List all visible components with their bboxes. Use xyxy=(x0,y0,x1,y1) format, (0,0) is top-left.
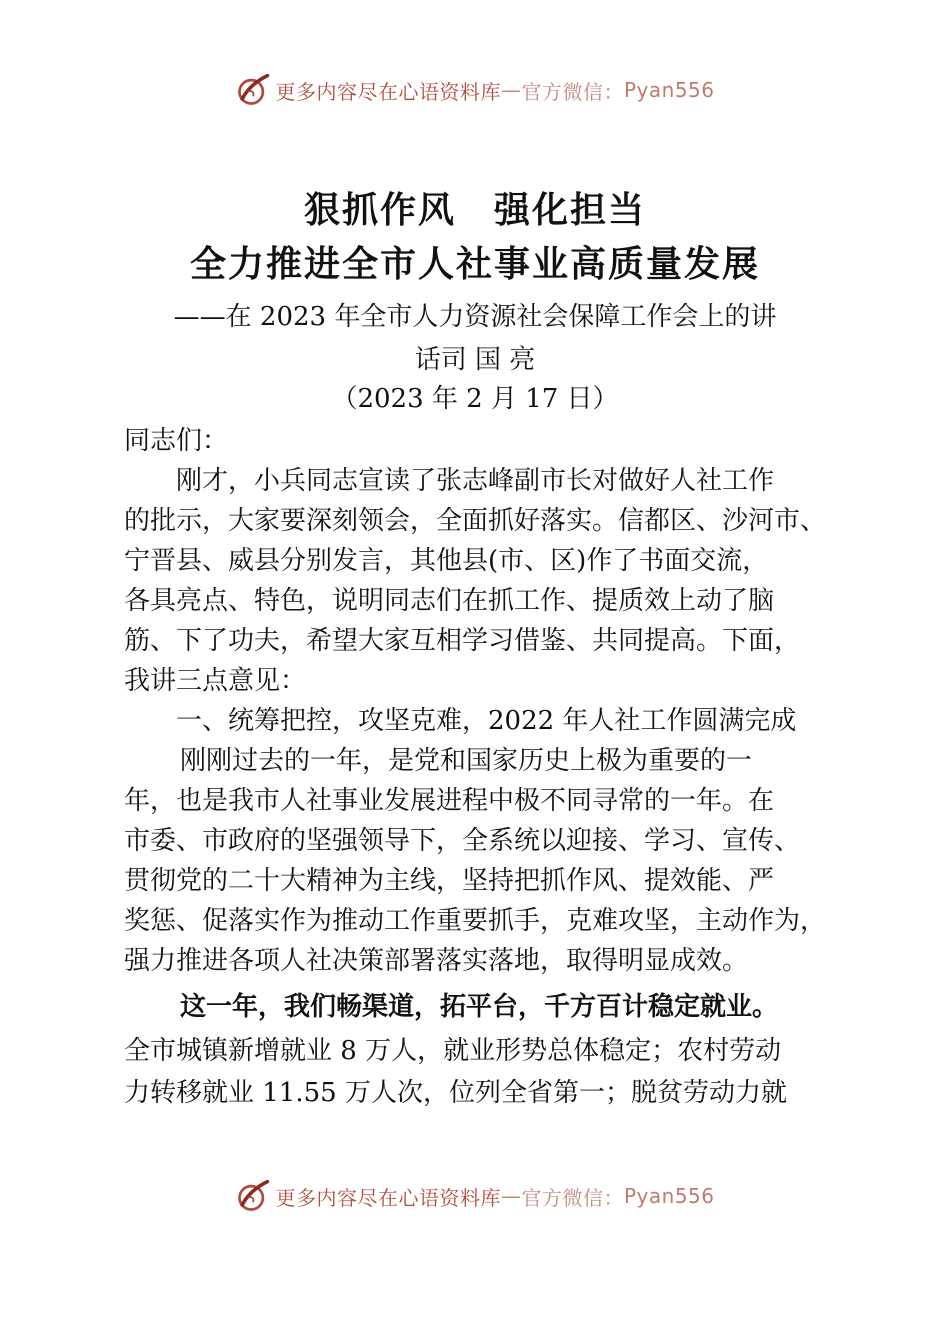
paragraph-line: 筋、下了功夫，希望大家互相学习借鉴、共同提高。下面， xyxy=(124,626,801,656)
paragraph-line: 贯彻党的二十大精神为主线，坚持把抓作风、提效能、严 xyxy=(124,866,775,896)
paragraph-line: 奖惩、促落实作为推动工作重要抓手，克难攻坚，主动作为， xyxy=(124,906,827,936)
header-watermark xyxy=(0,72,950,108)
brush-logo-icon xyxy=(235,1178,271,1214)
doc-subtitle-line1: ——在 2023 年全市人力资源社会保障工作会上的讲 xyxy=(173,302,777,332)
watermark-handle: Pyan556 xyxy=(623,1184,715,1208)
doc-title-line2: 全力推进全市人社事业高质量发展 xyxy=(189,243,760,285)
paragraph-line: 我讲三点意见： xyxy=(124,666,307,696)
watermark-handle: Pyan556 xyxy=(623,78,715,102)
watermark-separator: — xyxy=(500,1184,522,1208)
paragraph-line: 全市城镇新增就业 8 万人，就业形势总体稳定；农村劳动 xyxy=(124,1036,782,1066)
bold-subheading: 这一年，我们畅渠道，拓平台，千方百计稳定就业。 xyxy=(180,992,779,1022)
watermark-wechat-label: 官方微信： xyxy=(521,1185,624,1210)
watermark-wechat-label: 官方微信： xyxy=(521,79,624,104)
section-heading-1: 一、统筹把控，攻坚克难，2022 年人社工作圆满完成 xyxy=(176,706,797,736)
watermark-text: 更多内容尽在心语资料库 xyxy=(275,79,501,104)
brush-logo-icon xyxy=(235,72,271,108)
paragraph-line: 市委、市政府的坚强领导下，全系统以迎接、学习、宣传、 xyxy=(124,826,801,856)
paragraph-line: 强力推进各项人社决策部署落实落地，取得明显成效。 xyxy=(124,946,749,976)
paragraph-line: 刚才，小兵同志宣读了张志峰副市长对做好人社工作 xyxy=(176,466,775,496)
paragraph-line: 力转移就业 11.55 万人次，位列全省第一；脱贫劳动力就 xyxy=(124,1078,787,1108)
doc-date: （2023 年 2 月 17 日） xyxy=(331,384,619,414)
paragraph-line: 刚刚过去的一年，是党和国家历史上极为重要的一 xyxy=(180,746,753,776)
doc-title-line1: 狠抓作风 强化担当 xyxy=(303,189,646,231)
doc-subtitle-line2: 话司 国 亮 xyxy=(414,345,536,375)
watermark-separator: — xyxy=(500,78,522,102)
paragraph-line: 年，也是我市人社事业发展进程中极不同寻常的一年。在 xyxy=(124,786,775,816)
footer-watermark xyxy=(0,1178,950,1214)
salutation: 同志们： xyxy=(124,426,229,456)
paragraph-line: 的批示，大家要深刻领会，全面抓好落实。信都区、沙河市、 xyxy=(124,506,827,536)
watermark-text: 更多内容尽在心语资料库 xyxy=(275,1185,501,1210)
paragraph-line: 各具亮点、特色，说明同志们在抓工作、提质效上动了脑 xyxy=(124,586,775,616)
paragraph-line: 宁晋县、威县分别发言，其他县(市、区)作了书面交流， xyxy=(124,546,769,576)
